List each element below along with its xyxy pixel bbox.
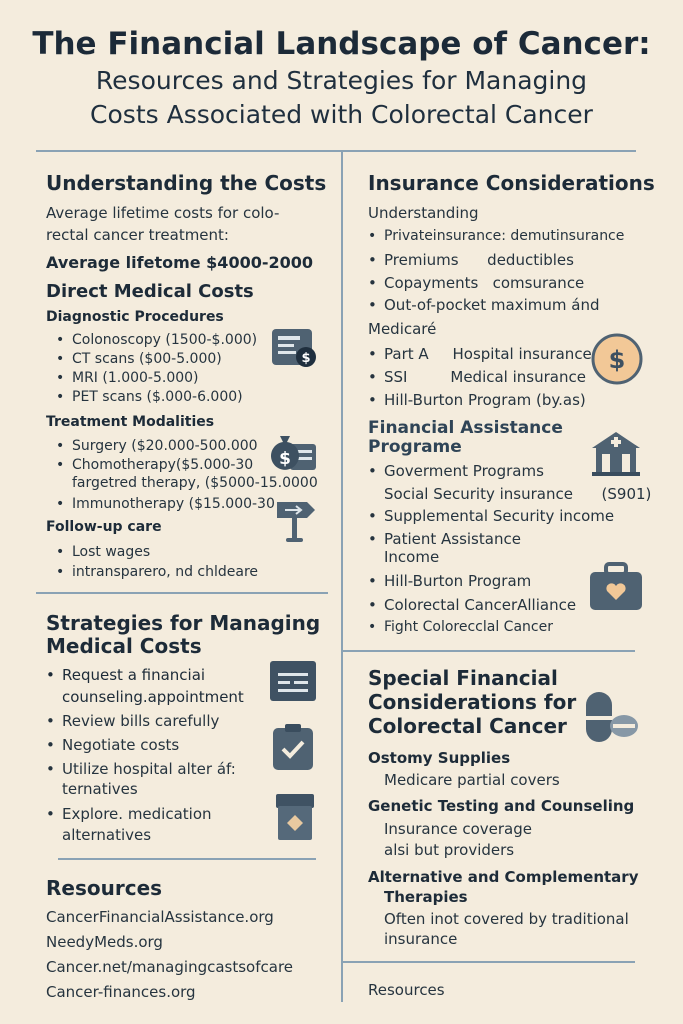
diagnostic-item: • PET scans ($.000-6.000) bbox=[72, 389, 243, 405]
strategy-item: • Review bills carefully bbox=[62, 712, 219, 730]
genetic-heading: Genetic Testing and Counseling bbox=[368, 797, 635, 815]
medicare-label: Medicaré bbox=[368, 320, 437, 338]
insurance-item: • Premiums deductibles bbox=[384, 251, 574, 269]
understanding-intro-1: Average lifetime costs for colo- bbox=[46, 204, 280, 222]
dollar-coin-icon bbox=[591, 333, 643, 389]
assistance-item: • Fight Colorecclal Cancer bbox=[384, 619, 553, 635]
title-line-3: Costs Associated with Colorectal Cancer bbox=[90, 100, 593, 129]
clipboard-check-icon bbox=[273, 724, 313, 776]
special-heading-2: Considerations for bbox=[368, 690, 577, 714]
briefcase-heart-icon bbox=[590, 562, 642, 616]
assistance-item: • Supplemental Security income bbox=[384, 507, 614, 525]
strategy-item: • Negotiate costs bbox=[62, 736, 179, 754]
resource-link[interactable]: NeedyMeds.org bbox=[46, 933, 163, 951]
resource-link[interactable]: Cancer-finances.org bbox=[46, 983, 196, 1001]
signpost-icon bbox=[273, 496, 317, 548]
special-heading-1: Special Financial bbox=[368, 666, 558, 690]
treatment-item: • Immunotherapy ($15.000-30 bbox=[72, 496, 275, 512]
right-divider-2 bbox=[343, 961, 635, 963]
svg-text:$: $ bbox=[279, 449, 291, 469]
diagnostic-item: • Colonoscopy (1500-$.000) bbox=[72, 332, 257, 348]
title-line-1: The Financial Landscape of Cancer: bbox=[32, 26, 651, 62]
direct-costs-heading: Direct Medical Costs bbox=[46, 281, 254, 302]
left-divider-1 bbox=[36, 592, 328, 594]
resources-heading: Resources bbox=[46, 876, 163, 900]
insurance-heading: Insurance Considerations bbox=[368, 171, 655, 195]
pill-capsule-icon bbox=[584, 690, 640, 748]
genetic-text-2: alsi but providers bbox=[384, 841, 515, 859]
treatment-item: • Chomotherapy($5.000-30 bbox=[72, 457, 253, 473]
strategy-item: • Explore. medication bbox=[62, 805, 212, 823]
assistance-heading-1: Financial Assistance bbox=[368, 418, 563, 438]
alt-text-2: insurance bbox=[384, 930, 458, 948]
ostomy-text: Medicare partial covers bbox=[384, 771, 560, 789]
bill-dollar-icon bbox=[270, 327, 318, 375]
insurance-item: • Privateinsurance: demutinsurance bbox=[384, 228, 624, 244]
money-bag-icon bbox=[266, 432, 318, 480]
assistance-item: • Patient Assistance bbox=[384, 530, 521, 548]
page-title bbox=[0, 24, 683, 132]
alt-text-1: Often inot covered by traditional bbox=[384, 910, 629, 928]
left-divider-2 bbox=[58, 858, 316, 860]
assistance-heading-2: Programe bbox=[368, 437, 462, 457]
insurance-understanding: Understanding bbox=[368, 204, 479, 222]
treatment-item-continued: fargetred therapy, ($5000-15.0000 bbox=[72, 475, 318, 491]
resource-link[interactable]: CancerFinancialAssistance.org bbox=[46, 908, 274, 926]
treatment-heading: Treatment Modalities bbox=[46, 414, 215, 430]
understanding-heading: Understanding the Costs bbox=[46, 171, 327, 195]
svg-text:$: $ bbox=[301, 351, 311, 366]
insurance-item: • Out-of-pocket maximum ánd bbox=[384, 296, 599, 314]
follow-up-item: • intransparero, nd chldeare bbox=[72, 564, 258, 580]
medicare-item: • SSI Medical insurance bbox=[384, 368, 586, 386]
strategy-item: • Request a financiai bbox=[62, 666, 205, 684]
strategies-heading-1: Strategies for Managing bbox=[46, 611, 321, 635]
strategy-item: • Utilize hospital alter áf: bbox=[62, 760, 236, 778]
follow-up-item: • Lost wages bbox=[72, 544, 150, 560]
medicare-item: • Hill-Burton Program (by.as) bbox=[384, 391, 586, 409]
genetic-text-1: Insurance coverage bbox=[384, 820, 533, 838]
medicine-box-icon bbox=[276, 794, 314, 846]
hospital-icon bbox=[590, 430, 642, 482]
strategy-item-continued: counseling.appointment bbox=[62, 688, 244, 706]
assistance-item: • Hill-Burton Program bbox=[384, 572, 531, 590]
resources-footer: Resources bbox=[368, 981, 445, 999]
column-divider bbox=[341, 152, 343, 1002]
strategy-item-continued: ternatives bbox=[62, 780, 138, 798]
follow-up-heading: Follow-up care bbox=[46, 519, 162, 535]
strategies-heading-2: Medical Costs bbox=[46, 634, 202, 658]
average-cost: Average lifetome $4000-2000 bbox=[46, 253, 314, 272]
special-heading-3: Colorectal Cancer bbox=[368, 714, 567, 738]
diagnostic-item: • CT scans ($00-5.000) bbox=[72, 351, 222, 367]
title-line-2: Resources and Strategies for Managing bbox=[95, 66, 588, 95]
diagnostic-item: • MRI (1.000-5.000) bbox=[72, 370, 199, 386]
diagnostic-heading: Diagnostic Procedures bbox=[46, 309, 224, 325]
resource-link[interactable]: Cancer.net/managingcastsofcare bbox=[46, 958, 294, 976]
assistance-item: • Colorectal CancerAlliance bbox=[384, 596, 576, 614]
medicare-item: • Part A Hospital insurance bbox=[384, 345, 592, 363]
assistance-item: • Goverment Programs bbox=[384, 462, 544, 480]
document-icon bbox=[270, 661, 316, 705]
insurance-item: • Copayments comsurance bbox=[384, 274, 584, 292]
svg-text:$: $ bbox=[608, 346, 626, 374]
treatment-item: • Surgery ($20.000-500.000 bbox=[72, 438, 258, 454]
assistance-item-continued: Income bbox=[384, 548, 440, 566]
alt-heading-1: Alternative and Complementary bbox=[368, 868, 639, 886]
assistance-item-continued: Social Security insurance (S901) bbox=[384, 485, 652, 503]
alt-heading-2: Therapies bbox=[384, 888, 468, 906]
right-divider-1 bbox=[343, 650, 635, 652]
title-divider bbox=[36, 150, 636, 152]
strategy-item-continued: alternatives bbox=[62, 826, 152, 844]
ostomy-heading: Ostomy Supplies bbox=[368, 749, 511, 767]
understanding-intro-2: rectal cancer treatment: bbox=[46, 226, 229, 244]
